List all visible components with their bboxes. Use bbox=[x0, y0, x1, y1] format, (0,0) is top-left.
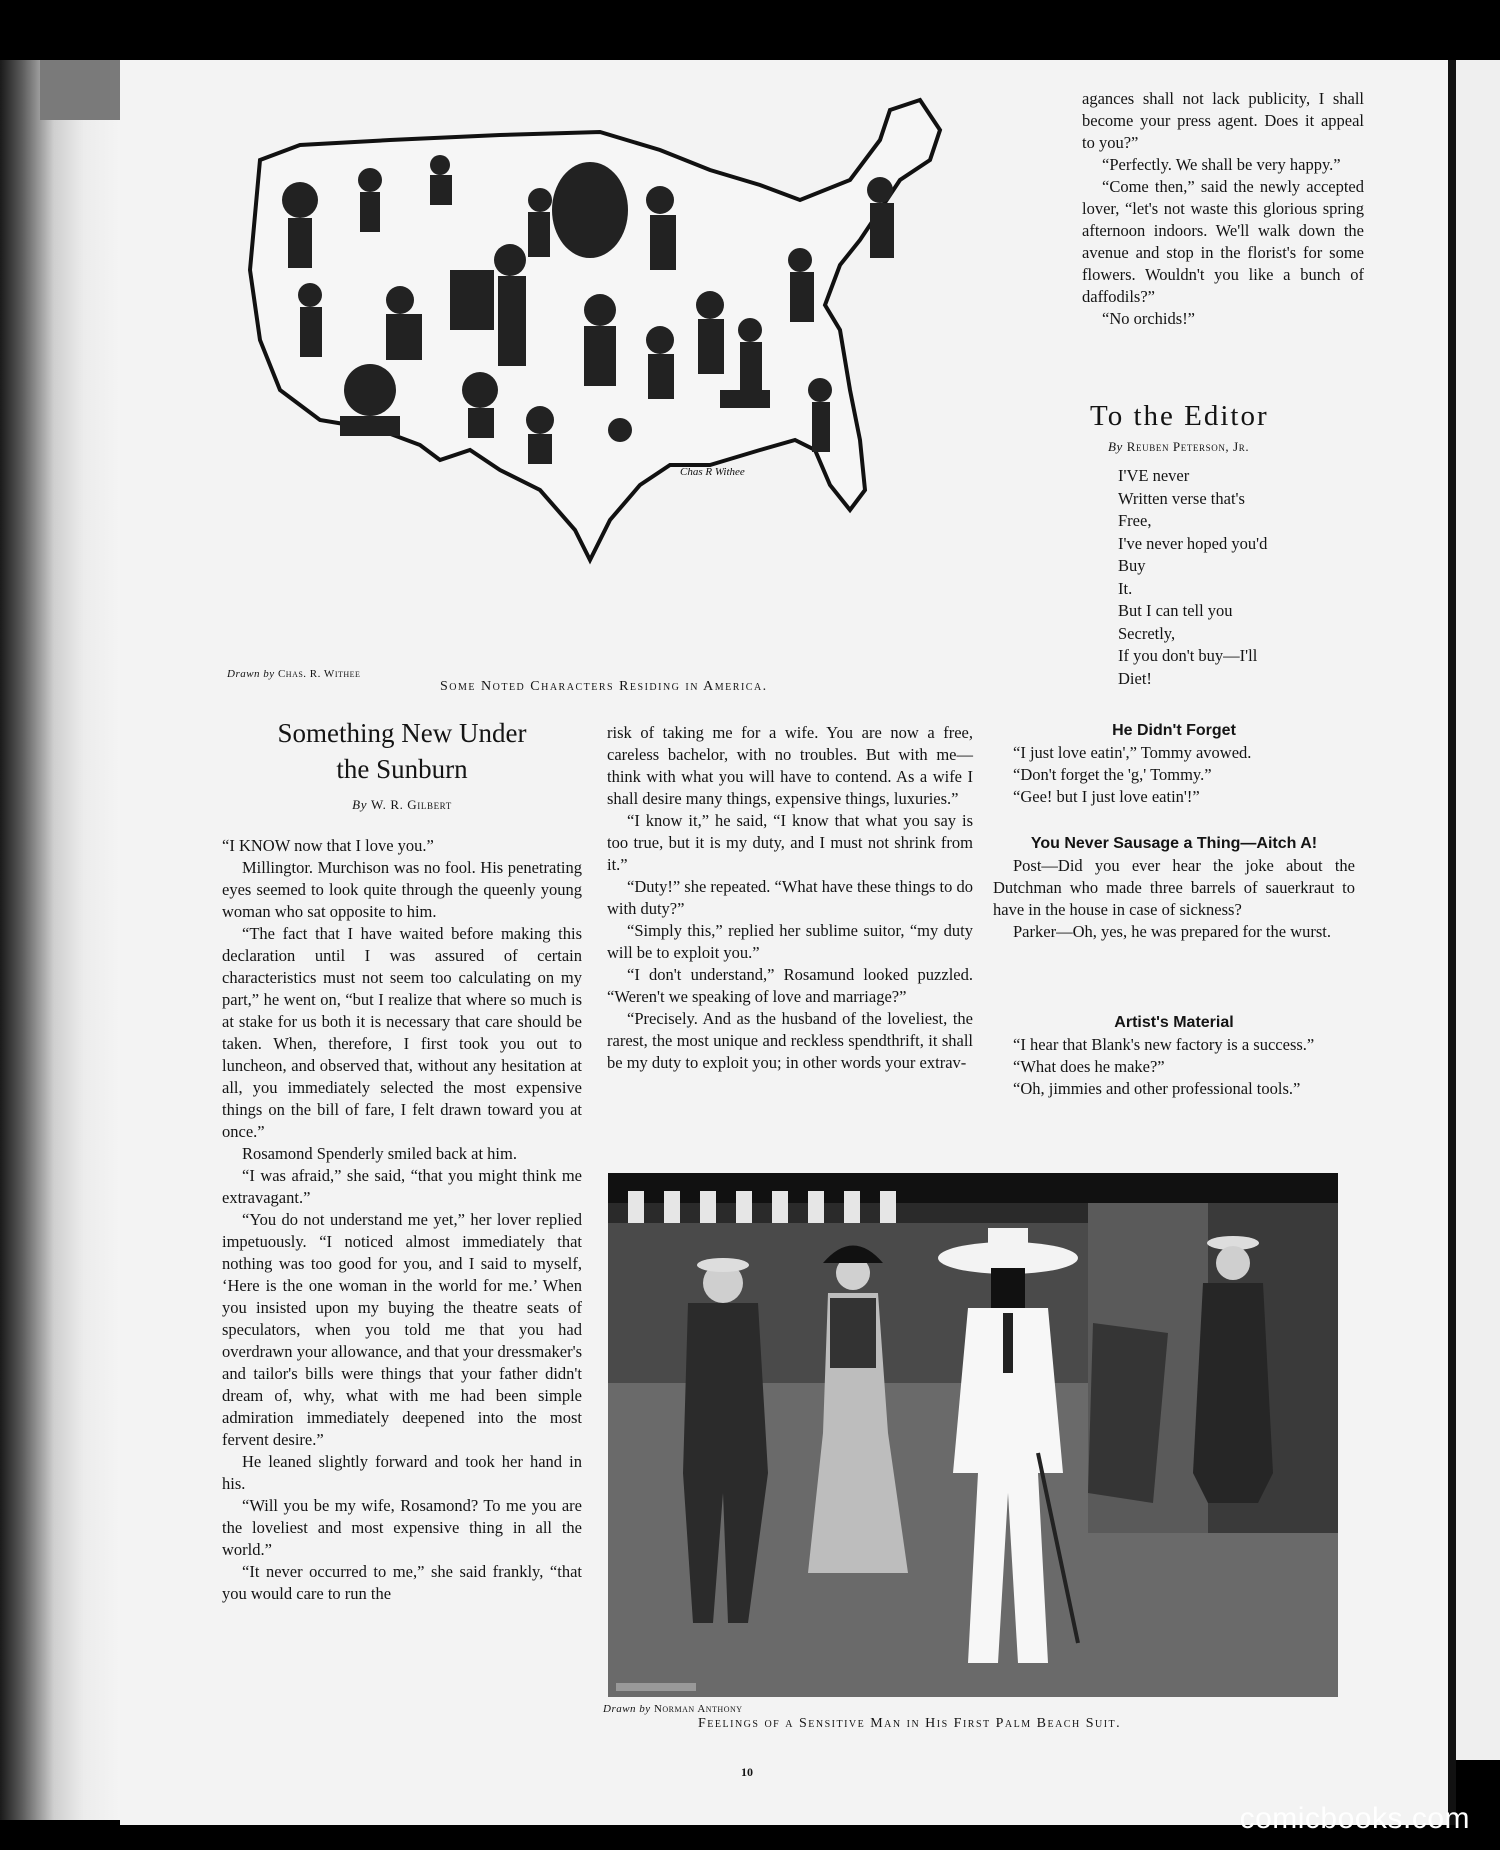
photo-credit bbox=[603, 1703, 743, 1715]
story-paragraph: “Duty!” she repeated. “What have these things to do with duty?” bbox=[607, 877, 973, 918]
story-header bbox=[222, 715, 582, 813]
poem-line: Buy bbox=[1118, 556, 1146, 575]
story-paragraph: “I was afraid,” she said, “that you might think me extravagant.” bbox=[222, 1166, 582, 1207]
sausage-paragraph: Parker—Oh, yes, he was prepared for the wurst. bbox=[1013, 922, 1331, 941]
artist-paragraph: “Oh, jimmies and other professional tools.” bbox=[1013, 1079, 1301, 1098]
story-byline-name: W. R. Gilbert bbox=[370, 797, 452, 812]
palm-beach-illustration bbox=[608, 1173, 1338, 1697]
artist-title: Artist's Material bbox=[1114, 1014, 1234, 1031]
editor-byline bbox=[1108, 439, 1370, 455]
story-paragraph: “You do not understand me yet,” her lover replied impetuously. “I noticed almost immediately that nothing was too good for you, and I said to myself, ‘Here is the one woman in the world for me.’ When you insisted upon my buying the theatre seats of speculators, when you told me that you had overdrawn your allowance, and that your dressmaker's and tailor's bills were things that your father didn't dream of, why, what with me had been simple admiration immediately deepened into the most fervent desire.” bbox=[222, 1210, 582, 1449]
story-paragraph: “I know it,” he said, “I know that what you say is too true, but it is my duty, and I must not shrink from it.” bbox=[607, 811, 973, 874]
photo-caption: Feelings of a Sensitive Man in His First Palm Beach Suit. bbox=[698, 1716, 1122, 1731]
story-byline-prefix: By bbox=[352, 797, 368, 812]
watermark: comicbooks.com bbox=[1239, 1802, 1470, 1835]
map-credit bbox=[227, 668, 360, 680]
story-paragraph: risk of taking me for a wife. You are now a free, careless bachelor, with no troubles. But with me—think with what you will have to contend. As a wife I shall desire many things, expensive things, luxuries.” bbox=[607, 723, 973, 808]
story-column-1 bbox=[222, 835, 582, 1605]
story-paragraph: “The fact that I have waited before making this declaration until I was assured of certain characteristics must not seem too calculating on my part,” he went on, “but I realize that where so much is at stake for us both it is necessary that care should be taken. When, therefore, I first took you out to luncheon, and observed that, without any hesitation at all, you immediately selected the most expensive things on the bill of fare, I felt drawn toward you at once.” bbox=[222, 924, 582, 1141]
story-paragraph: “Precisely. And as the husband of the loveliest, the rarest, the most unique and reckless spendthrift, it shall be my duty to exploit you; in other words your extrav- bbox=[607, 1009, 973, 1072]
poem-line: I've never hoped you'd bbox=[1118, 533, 1268, 553]
story-paragraph: “No orchids!” bbox=[1102, 309, 1196, 328]
story-paragraph: “Will you be my wife, Rosamond? To me you are the loveliest and most expensive thing in all the world.” bbox=[222, 1496, 582, 1559]
map-credit-prefix: Drawn by bbox=[227, 668, 275, 680]
forget-line: “I just love eatin',” Tommy avowed. bbox=[1013, 743, 1252, 762]
page-binding bbox=[0, 60, 120, 1820]
page-number: 10 bbox=[741, 1765, 753, 1779]
story-title-line1: Something New Under bbox=[277, 718, 527, 748]
poem-line: But I can tell you bbox=[1118, 601, 1233, 620]
story-paragraph: “Simply this,” replied her sublime suitor, “my duty will be to exploit you.” bbox=[607, 921, 973, 962]
editor-section bbox=[1090, 400, 1370, 690]
story-paragraph: He leaned slightly forward and took her hand in his. bbox=[222, 1452, 582, 1493]
poem-line: If you don't buy—I'll bbox=[1118, 646, 1258, 665]
map-caption: Some Noted Characters Residing in America. bbox=[440, 679, 768, 694]
poem-line: Diet! bbox=[1118, 668, 1152, 688]
forget-title: He Didn't Forget bbox=[1112, 722, 1236, 739]
poem-line: It. bbox=[1118, 578, 1133, 598]
story-paragraph: “Come then,” said the newly accepted lover, “let's not waste this glorious spring afternoon indoors. We'll walk down the avenue and stop in the florist's for some flowers. Wouldn't you like a bunch of daffodils?” bbox=[1082, 177, 1364, 306]
sausage-title: You Never Sausage a Thing—Aitch A! bbox=[1030, 835, 1318, 852]
editor-byline-prefix: By bbox=[1108, 439, 1123, 454]
story-title-line2: the Sunburn bbox=[336, 754, 468, 784]
page-edge bbox=[1448, 60, 1456, 1825]
photo-credit-name: Norman Anthony bbox=[653, 1703, 743, 1715]
editor-poem bbox=[1118, 465, 1370, 690]
map-credit-name: Chas. R. Withee bbox=[277, 668, 361, 680]
poem-line: Secretly, bbox=[1118, 623, 1176, 643]
editor-title: To the Editor bbox=[1090, 400, 1269, 432]
usa-map-illustration bbox=[240, 90, 1020, 670]
sausage-section bbox=[993, 833, 1355, 943]
story-paragraph: “It never occurred to me,” she said frankly, “that you would care to run the bbox=[222, 1562, 582, 1603]
poem-line: Free, bbox=[1118, 511, 1152, 530]
poem-line: I'VE never bbox=[1118, 466, 1190, 485]
story-paragraph: agances shall not lack publicity, I shall become your press agent. Does it appeal to you?” bbox=[1082, 89, 1364, 152]
story-paragraph: “I don't understand,” Rosamund looked puzzled. “Weren't we speaking of love and marriage?” bbox=[607, 965, 973, 1006]
forget-line: “Gee! but I just love eatin'!” bbox=[1013, 787, 1200, 806]
story-column-3 bbox=[1082, 88, 1364, 330]
map-signature: Chas R Withee bbox=[680, 466, 745, 478]
story-paragraph: Millingtor. Murchison was no fool. His penetrating eyes seemed to look quite through the queenly young woman who sat opposite to him. bbox=[222, 858, 582, 921]
story-paragraph: “Perfectly. We shall be very happy.” bbox=[1102, 155, 1341, 174]
story-paragraph: Rosamond Spenderly smiled back at him. bbox=[242, 1144, 517, 1163]
forget-section bbox=[993, 720, 1355, 808]
next-page-strip bbox=[1456, 60, 1500, 1760]
artist-paragraph: “What does he make?” bbox=[1013, 1057, 1165, 1076]
photo-credit-prefix: Drawn by bbox=[603, 1703, 651, 1715]
story-column-2 bbox=[607, 722, 973, 1074]
editor-byline-name: Reuben Peterson, Jr. bbox=[1126, 439, 1250, 454]
sausage-paragraph: Post—Did you ever hear the joke about the Dutchman who made three barrels of sauerkraut to have in the house in case of sickness? bbox=[993, 856, 1355, 919]
artist-paragraph: “I hear that Blank's new factory is a success.” bbox=[1013, 1035, 1315, 1054]
poem-line: Written verse that's bbox=[1118, 488, 1245, 508]
story-paragraph: “I KNOW now that I love you.” bbox=[222, 836, 434, 855]
forget-line: “Don't forget the 'g,' Tommy.” bbox=[1013, 765, 1212, 784]
story-byline bbox=[222, 797, 582, 813]
artist-section bbox=[993, 1012, 1355, 1100]
binding-shadow bbox=[40, 60, 130, 120]
